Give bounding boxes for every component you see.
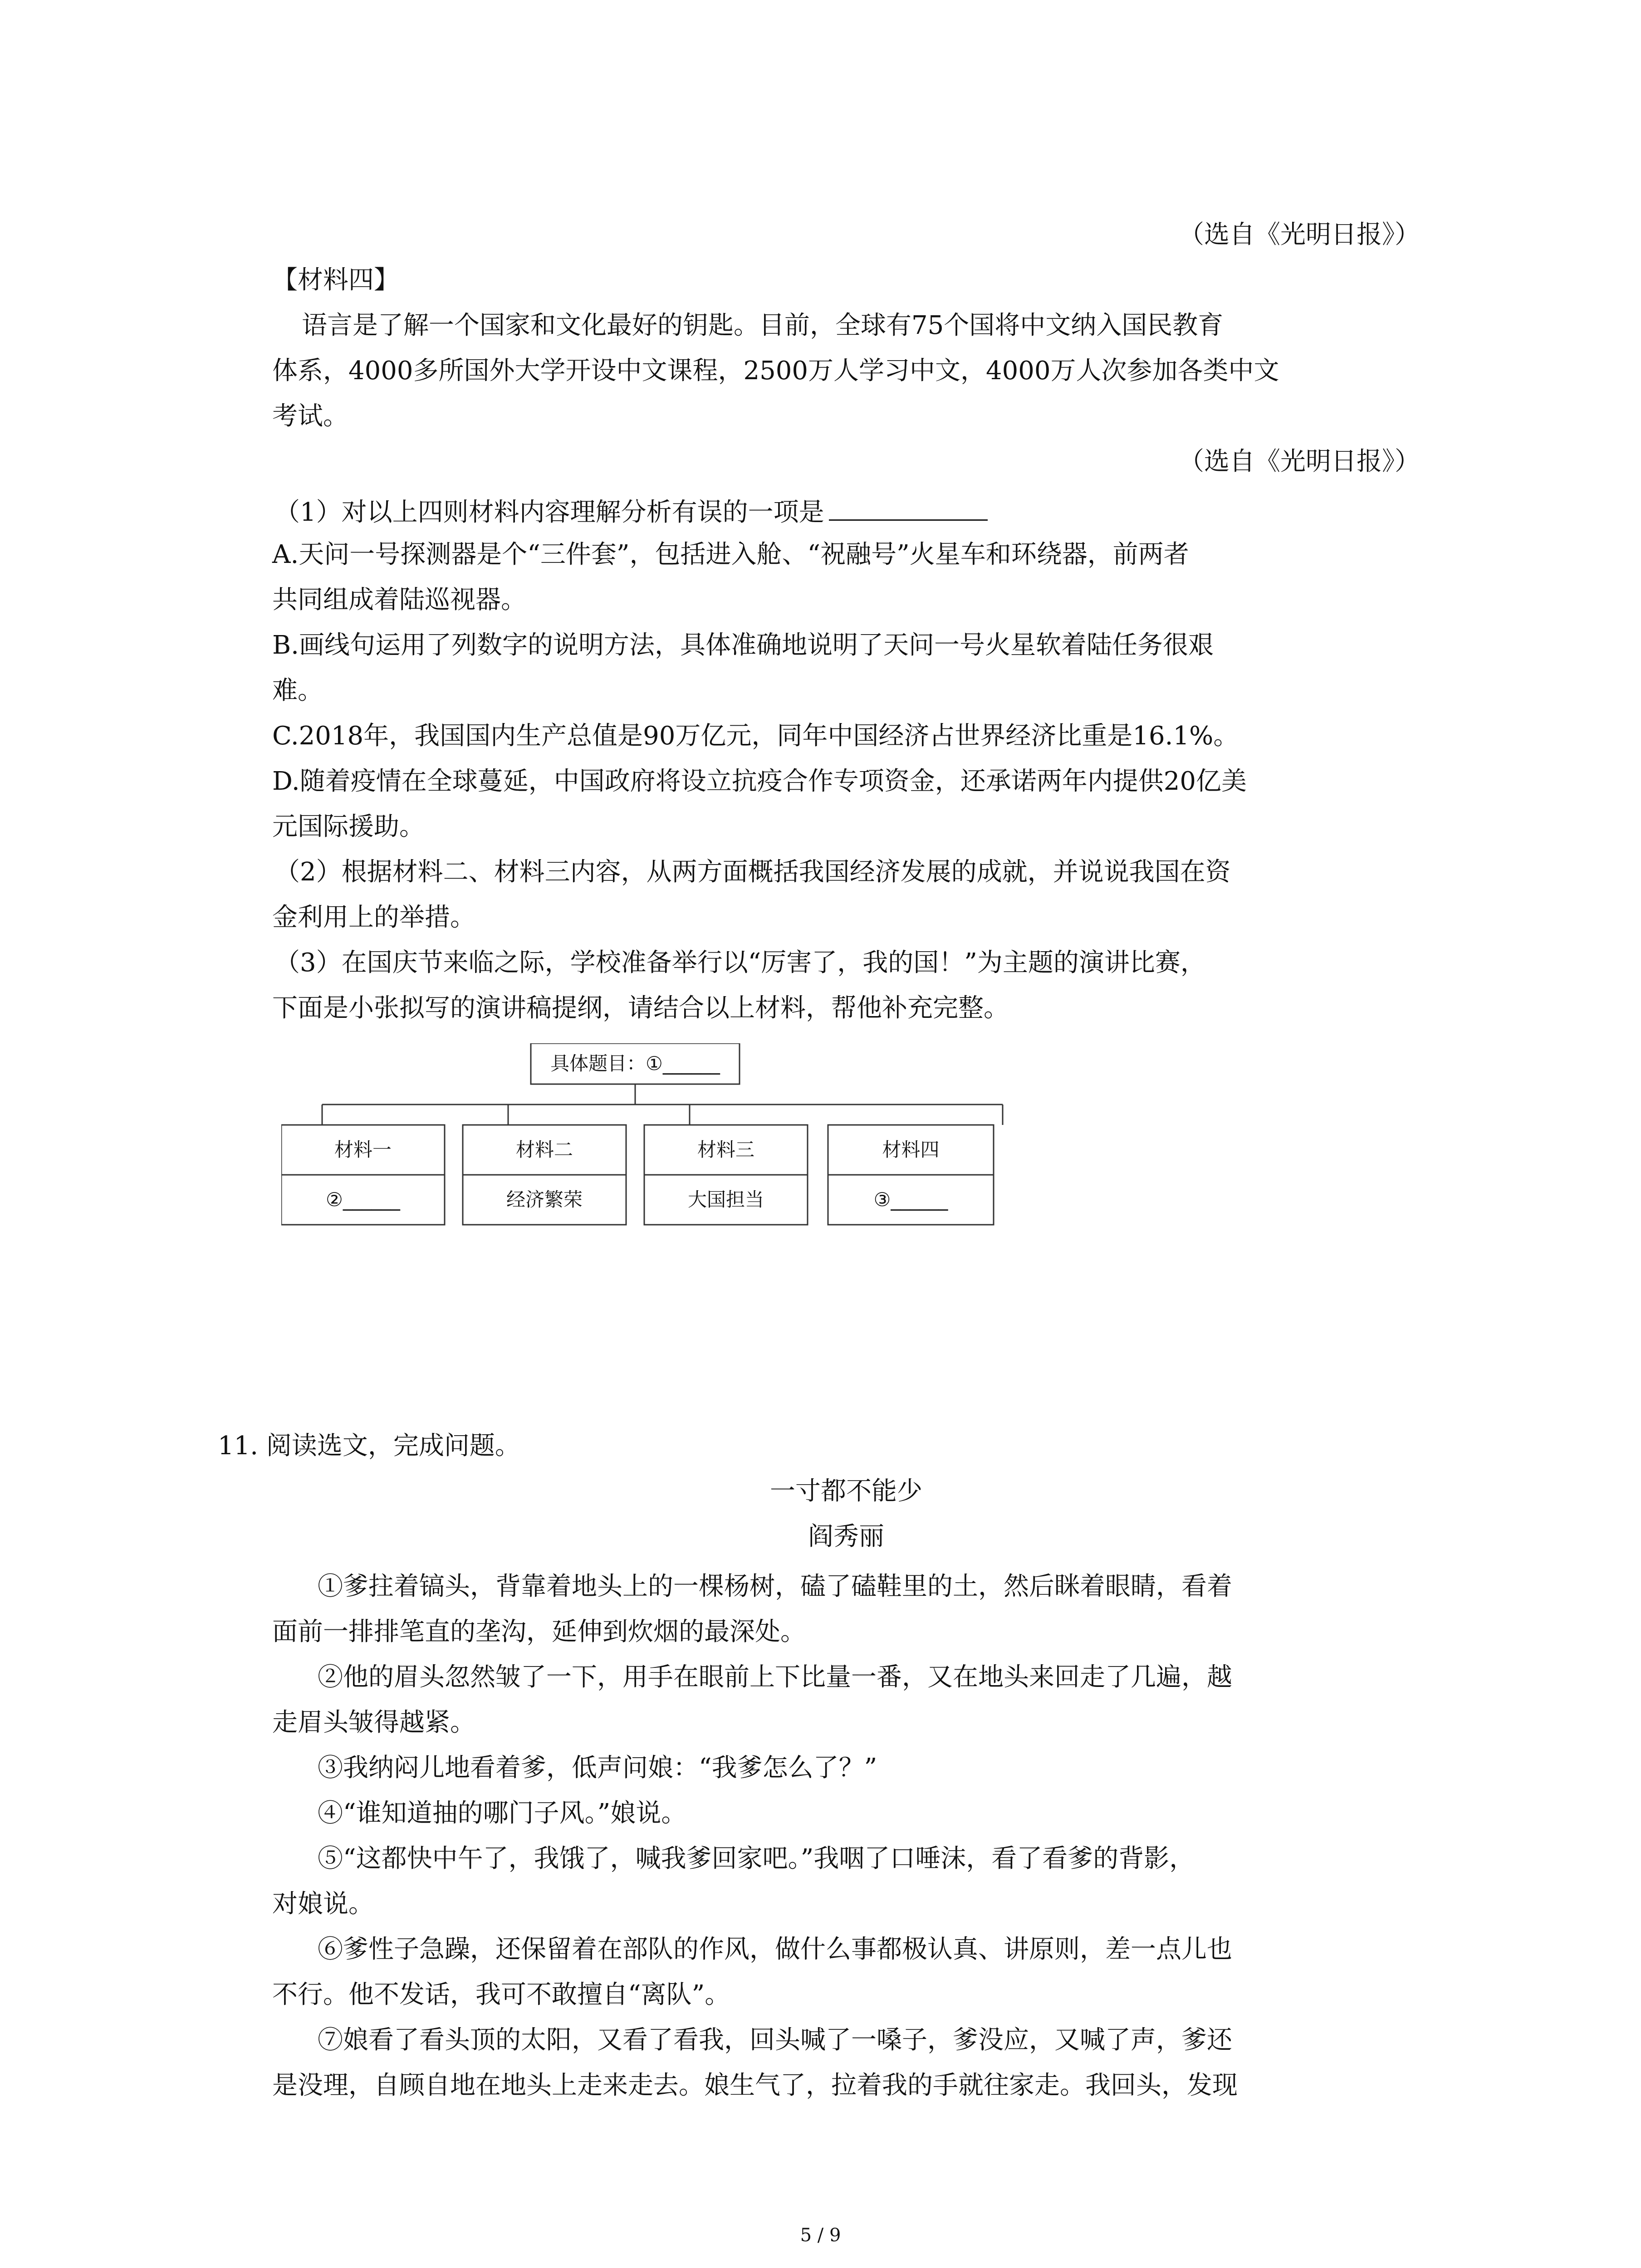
material-box-content: 经济繁荣 xyxy=(506,1188,583,1211)
essay-title: 一寸都不能少 xyxy=(770,1476,922,1506)
question-stem xyxy=(274,496,988,525)
source-note: （选自《光明日报》） xyxy=(1179,447,1420,476)
essay-author: 阎秀丽 xyxy=(808,1522,884,1551)
option-b: B.画线句运用了列数字的说明方法，具体准确地说明了天问一号火星软着陆任务很艰 xyxy=(272,631,1214,660)
material-box-content: 大国担当 xyxy=(687,1188,764,1211)
question-3: （3）在国庆节来临之际，学校准备举行以“厉害了，我的国！”为主题的演讲比赛， xyxy=(274,948,1206,978)
question-2: （2）根据材料二、材料三内容，从两方面概括我国经济发展的成就，并说说我国在资 xyxy=(274,857,1231,887)
essay-line: 是没理，自顾自地在地头上走来走去。娘生气了，拉着我的手就往家走。我回头，发现 xyxy=(272,2071,1238,2100)
option-b-cont: 难。 xyxy=(272,676,323,705)
essay-line: ⑥爹性子急躁，还保留着在部队的作风，做什么事都极认真、讲原则，差一点儿也 xyxy=(318,1935,1232,1964)
option-d-cont: 元国际援助。 xyxy=(272,812,425,841)
question-11-stem: 11. 阅读选文，完成问题。 xyxy=(218,1431,520,1461)
essay-line: 对娘说。 xyxy=(272,1889,374,1919)
material-text-line: 体系，4000多所国外大学开设中文课程，2500万人学习中文，4000万人次参加各类中文 xyxy=(272,356,1279,386)
material-heading: 【材料四】 xyxy=(272,265,399,295)
essay-line: ①爹拄着镐头，背靠着地头上的一棵杨树，磕了磕鞋里的土，然后眯着眼睛，看着 xyxy=(318,1572,1232,1601)
essay-line: 不行。他不发话，我可不敢擅自“离队”。 xyxy=(272,1980,730,2009)
material-box-title: 材料四 xyxy=(882,1139,940,1161)
page-number: 5 / 9 xyxy=(800,2225,841,2246)
essay-line: ④“谁知道抽的哪门子风。”娘说。 xyxy=(318,1799,687,1828)
option-a-cont: 共同组成着陆巡视器。 xyxy=(272,585,526,615)
answer-blank[interactable] xyxy=(829,496,988,521)
material-box-content: ③______ xyxy=(873,1188,948,1211)
essay-line: 走眉头皱得越紧。 xyxy=(272,1708,475,1737)
material-box-title: 材料二 xyxy=(515,1139,573,1161)
option-c: C.2018年，我国国内生产总值是90万亿元，同年中国经济占世界经济比重是16.1%。 xyxy=(272,721,1239,751)
material-text-line: 语言是了解一个国家和文化最好的钥匙。目前，全球有75个国将中文纳入国民教育 xyxy=(302,311,1224,340)
question-2-cont: 金利用上的举措。 xyxy=(272,903,475,932)
essay-line: 面前一排排笔直的垄沟，延伸到炊烟的最深处。 xyxy=(272,1617,806,1647)
question-text: （1）对以上四则材料内容理解分析有误的一项是 xyxy=(274,498,824,527)
option-d: D.随着疫情在全球蔓延，中国政府将设立抗疫合作专项资金，还承诺两年内提供20亿美 xyxy=(272,767,1247,796)
essay-line: ③我纳闷儿地看着爹，低声问娘：“我爹怎么了？” xyxy=(318,1753,877,1783)
material-text-line: 考试。 xyxy=(272,401,348,431)
material-box-title: 材料三 xyxy=(697,1139,754,1161)
essay-line: ⑦娘看了看头顶的太阳，又看了看我，回头喊了一嗓子，爹没应，又喊了声，爹还 xyxy=(318,2025,1232,2055)
material-box-content: ②______ xyxy=(326,1188,400,1211)
outline-diagram xyxy=(281,1043,1007,1252)
essay-line: ⑤“这都快中午了，我饿了，喊我爹回家吧。”我咽了口唾沫，看了看爹的背影， xyxy=(318,1844,1195,1873)
material-box-title: 材料一 xyxy=(334,1139,392,1161)
source-note: （选自《光明日报》） xyxy=(1179,220,1420,249)
option-a: A.天问一号探测器是个“三件套”，包括进入舱、“祝融号”火星车和环绕器，前两者 xyxy=(272,540,1189,569)
diagram-title: 具体题目：①______ xyxy=(550,1052,720,1075)
question-3-cont: 下面是小张拟写的演讲稿提纲，请结合以上材料，帮他补充完整。 xyxy=(272,993,1009,1023)
essay-line: ②他的眉头忽然皱了一下，用手在眼前上下比量一番，又在地头来回走了几遍，越 xyxy=(318,1662,1232,1692)
